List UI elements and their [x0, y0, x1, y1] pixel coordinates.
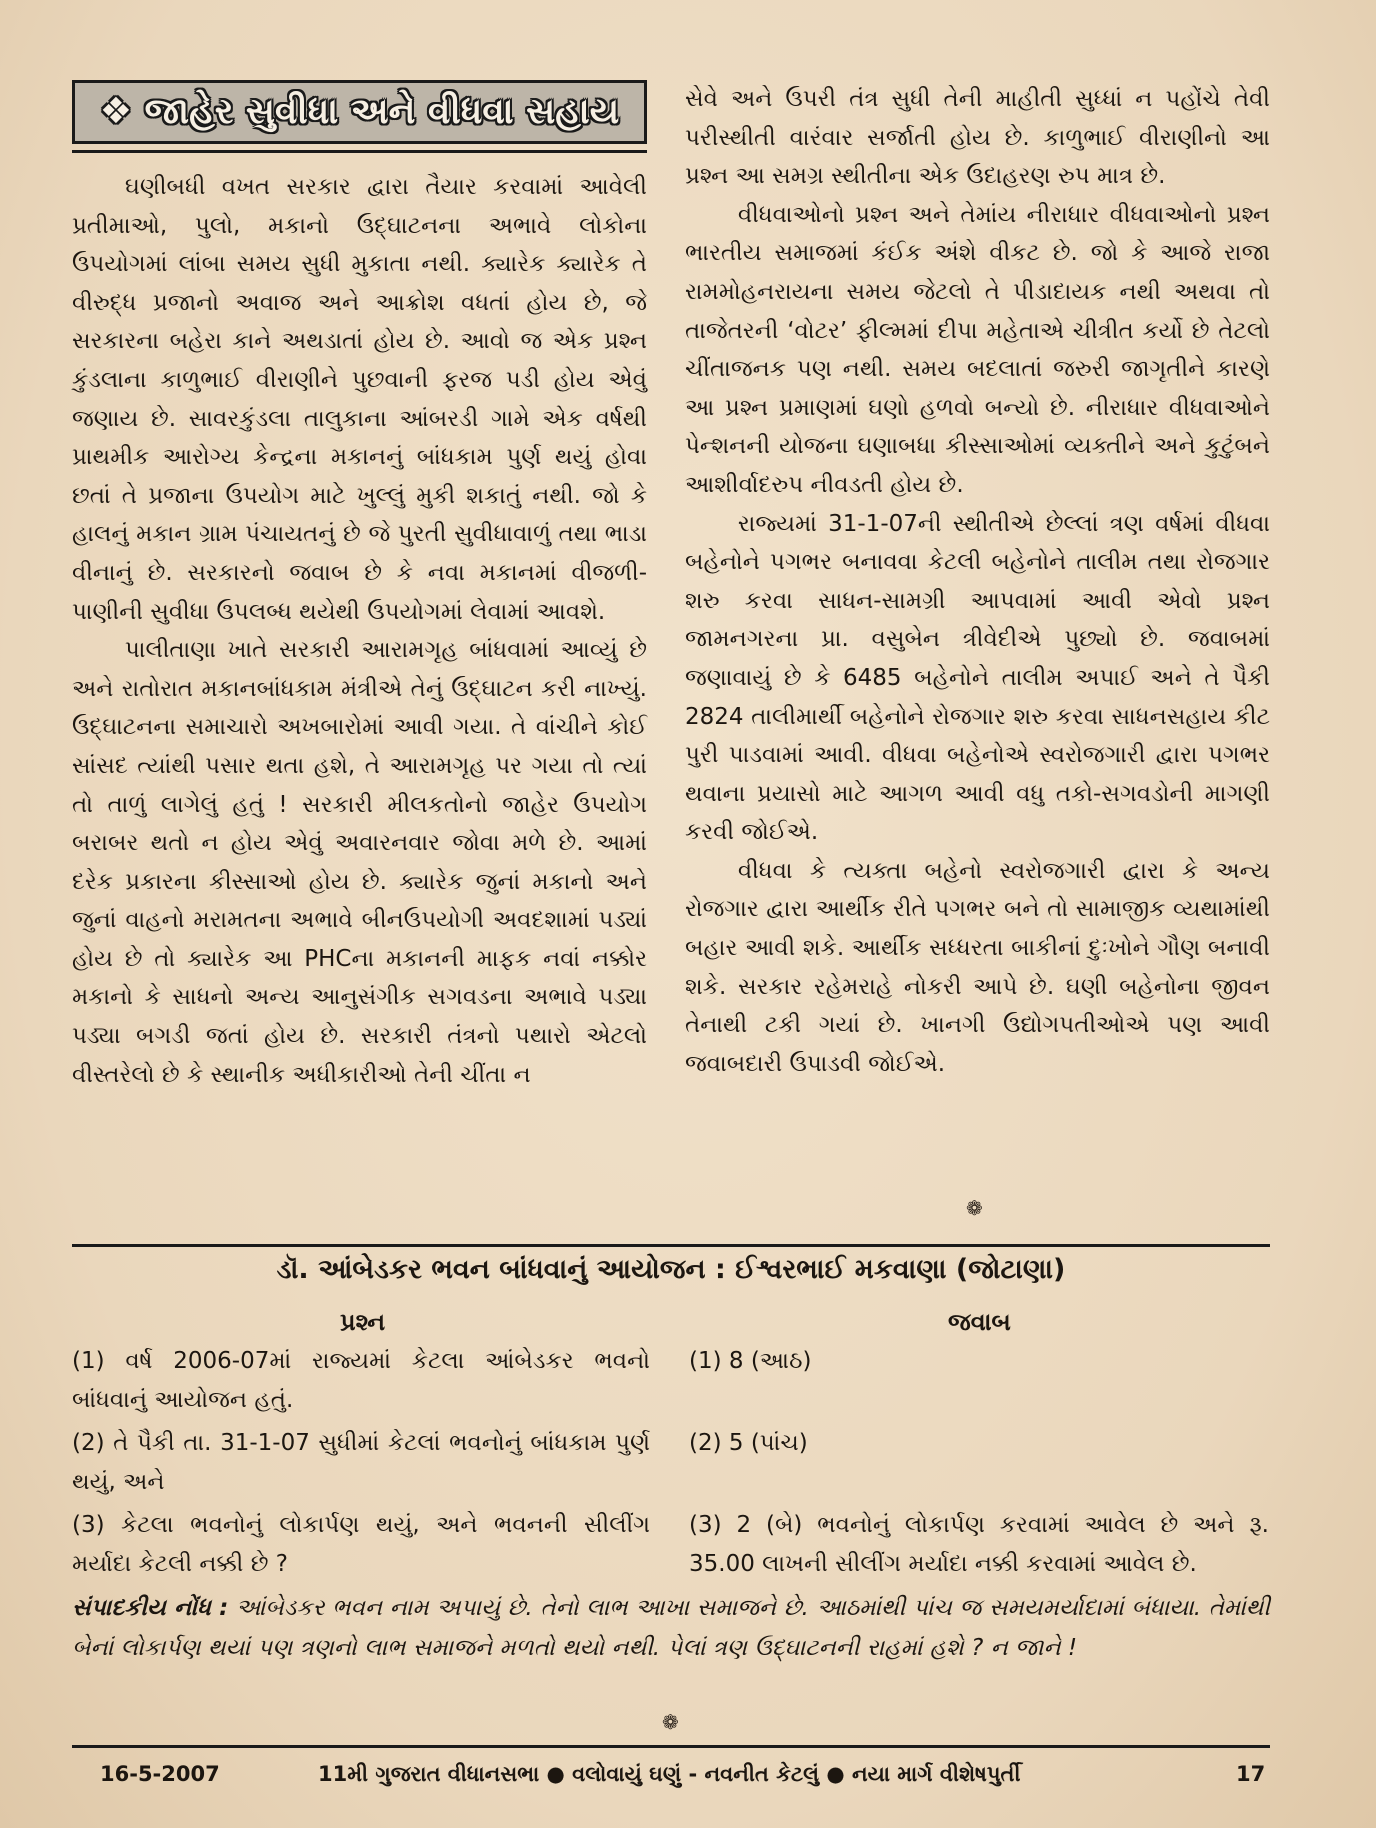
heading-rule — [72, 150, 647, 153]
question-header: પ્રશ્ન — [340, 1308, 386, 1336]
answer-header: જવાબ — [948, 1308, 1011, 1336]
left-column — [72, 168, 647, 1094]
left-paragraph-1: ઘણીબધી વખત સરકાર દ્વારા તૈયાર કરવામાં આવેલી પ્રતીમાઓ, પુલો, મકાનો ઉદ્ઘાટનના અભાવે લોકોના ઉપયોગમાં લાંબા સમય સુધી મુકાતા નથી. ક્યારેક ક્યારેક તે વીરુદ્ધ પ્રજાનો અવાજ અને આક્રોશ વધતાં હોય છે, જે સરકારના બહેરા કાને અથડાતાં હોય છે. આવો જ એક પ્રશ્ન કુંડલાના કાળુભાઈ વીરાણીને પુછવાની ફરજ પડી હોય એવું જણાય છે. સાવરકુંડલા તાલુકાના આંબરડી ગામે એક વર્ષથી પ્રાથમીક આરોગ્ય કેન્દ્રના મકાનનું બાંધકામ પુર્ણ થયું હોવા છતાં તે પ્રજાના ઉપયોગ માટે ખુલ્લું મુકી શકાતું નથી. જો કે હાલનું મકાન ગ્રામ પંચાયતનું છે જે પુરતી સુવીધાવાળું તથા ભાડા વીનાનું છે. સરકારનો જવાબ છે કે નવા મકાનમાં વીજળી-પાણીની સુવીધા ઉપલબ્ધ થયેથી ઉપયોગમાં લેવામાં આવશે. — [72, 174, 647, 625]
right-paragraph-2: વીધવાઓનો પ્રશ્ન અને તેમાંય નીરાધાર વીધવાઓનો પ્રશ્ન ભારતીય સમાજમાં કંઈક અંશે વીકટ છે. જો કે આજે રાજા રામમોહનરાયના સમય જેટલો તે પીડાદાયક નથી અથવા તો તાજેતરની ‘વોટર’ ફીલ્મમાં દીપા મહેતાએ ચીત્રીત કર્યો છે તેટલો ચીંતાજનક પણ નથી. સમય બદલાતાં જરુરી જાગૃતીને કારણે આ પ્રશ્ન પ્રમાણમાં ઘણો હળવો બન્યો છે. નીરાધાર વીધવાઓને પેન્શનની યોજના ઘણાબધા કીસ્સાઓમાં વ્યક્તીને અને કુટુંબને આશીર્વાદરુપ નીવડતી હોય છે. — [685, 201, 1270, 498]
editorial-note — [72, 1588, 1270, 1668]
left-paragraph-2: પાલીતાણા ખાતે સરકારી આરામગૃહ બાંધવામાં આવ્યું છે અને રાતોરાત મકાનબાંધકામ મંત્રીએ તેનું ઉદ્ઘાટન કરી નાખ્યું. ઉદ્ઘાટનના સમાચારો અખબારોમાં આવી ગયા. તે વાંચીને કોઈ સાંસદ ત્યાંથી પસાર થતા હશે, તે આરામગૃહ પર ગયા તો ત્યાં તો તાળું લાગેલું હતું ! સરકારી મીલકતોનો જાહેર ઉપયોગ બરાબર થતો ન હોય એવું અવારનવાર જોવા મળે છે. આમાં દરેક પ્રકારના કીસ્સાઓ હોય છે. ક્યારેક જુનાં મકાનો અને જુનાં વાહનો મરામતના અભાવે બીનઉપયોગી અવદશામાં પડ્યાં હોય છે તો ક્યારેક આ PHCના મકાનની માફક નવાં નક્કોર મકાનો કે સાધનો અન્ય આનુસંગીક સગવડના અભાવે પડ્યા પડ્યા બગડી જતાં હોય છે. સરકારી તંત્રનો પથારો એટલો વીસ્તરેલો છે કે સ્થાનીક અધીકારીઓ તેની ચીંતા ન — [72, 637, 647, 1088]
question-3: (3) કેટલા ભવનોનું લોકાર્પણ થયું, અને ભવનની સીલીંગ મર્યાદા કેટલી નક્કી છે ? — [72, 1512, 650, 1577]
editorial-note-text: આંબેડકર ભવન નામ અપાયું છે. તેનો લાભ આખા સમાજને છે. આઠમાંથી પાંચ જ સમયમર્યાદામાં બંધાયા. તેમાંથી બેનાં લોકાર્પણ થયાં પણ ત્રણનો લાભ સમાજને મળતો થયો નથી. પેલાં ત્રણ ઉદ્ઘાટનની રાહમાં હશે ? ન જાને ! — [72, 1595, 1270, 1661]
box-top-divider — [72, 1244, 1270, 1247]
question-2: (2) તે પૈકી તા. 31-1-07 સુધીમાં કેટલાં ભવનોનું બાંધકામ પુર્ણ થયું, અને — [72, 1430, 650, 1495]
right-paragraph-1: સેવે અને ઉપરી તંત્ર સુધી તેની માહીતી સુધ્ધાં ન પહોંચે તેવી પરીસ્થીતી વારંવાર સર્જાતી હોય છે. કાળુભાઈ વીરાણીનો આ પ્રશ્ન આ સમગ્ર સ્થીતીના એક ઉદાહરણ રુપ માત્ર છે. — [685, 86, 1270, 190]
note-end-mark: ❁ — [662, 1710, 679, 1734]
qa-box-title: ડૉ. આંબેડકર ભવન બાંધવાનું આયોજન : ઈશ્વરભાઈ મકવાણા (જોટાણા) — [276, 1254, 1066, 1285]
footer-title: 11મી ગુજરાત વીધાનસભા ● વલોવાયું ઘણું - નવનીત કેટલું ● નયા માર્ગ વીશેષપુર્તી — [318, 1762, 1021, 1786]
answer-3: (3) 2 (બે) ભવનોનું લોકાર્પણ કરવામાં આવેલ છે અને રૂ. 35.00 લાખની સીલીંગ મર્યાદા નક્કી કરવામાં આવેલ છે. — [689, 1512, 1269, 1577]
page-number: 17 — [1236, 1762, 1266, 1786]
right-paragraph-4: વીધવા કે ત્યક્તા બહેનો સ્વરોજગારી દ્વારા કે અન્ય રોજગાર દ્વારા આર્થીક રીતે પગભર બને તો સામાજીક વ્યથામાંથી બહાર આવી શકે. આર્થીક સધ્ધરતા બાકીનાં દુઃખોને ગૌણ બનાવી શકે. સરકાર રહેમરાહે નોકરી આપે છે. ઘણી બહેનોના જીવન તેનાથી ટકી ગયાં છે. ખાનગી ઉદ્યોગપતીઓએ પણ આવી જવાબદારી ઉપાડવી જોઈએ. — [685, 857, 1270, 1077]
answer-2: (2) 5 (પાંચ) — [689, 1430, 808, 1456]
right-column — [685, 80, 1270, 1083]
answer-1: (1) 8 (આઠ) — [689, 1348, 812, 1374]
question-1: (1) વર્ષ 2006-07માં રાજ્યમાં કેટલા આંબેડકર ભવનો બાંધવાનું આયોજન હતું. — [72, 1348, 650, 1413]
article-heading-text: ❖ જાહેર સુવીધા અને વીધવા સહાય — [99, 91, 620, 132]
right-paragraph-3: રાજ્યમાં 31-1-07ની સ્થીતીએ છેલ્લાં ત્રણ વર્ષમાં વીધવા બહેનોને પગભર બનાવવા કેટલી બહેનોને તાલીમ તથા રોજગાર શરુ કરવા સાધન-સામગ્રી આપવામાં આવી એવો પ્રશ્ન જામનગરના પ્રા. વસુબેન ત્રીવેદીએ પુછ્યો છે. જવાબમાં જણાવાયું છે કે 6485 બહેનોને તાલીમ અપાઈ અને તે પૈકી 2824 તાલીમાર્થી બહેનોને રોજગાર શરુ કરવા સાધનસહાય કીટ પુરી પાડવામાં આવી. વીધવા બહેનોએ સ્વરોજગારી દ્વારા પગભર થવાના પ્રયાસો માટે આગળ આવી વધુ તકો-સગવડોની માગણી કરવી જોઈએ. — [685, 510, 1270, 846]
section-end-mark: ❁ — [966, 1196, 983, 1220]
editorial-note-label: સંપાદકીય નોંધ : — [72, 1595, 229, 1621]
article-heading — [72, 80, 647, 144]
footer-divider — [72, 1745, 1270, 1748]
footer-date: 16-5-2007 — [100, 1762, 220, 1786]
